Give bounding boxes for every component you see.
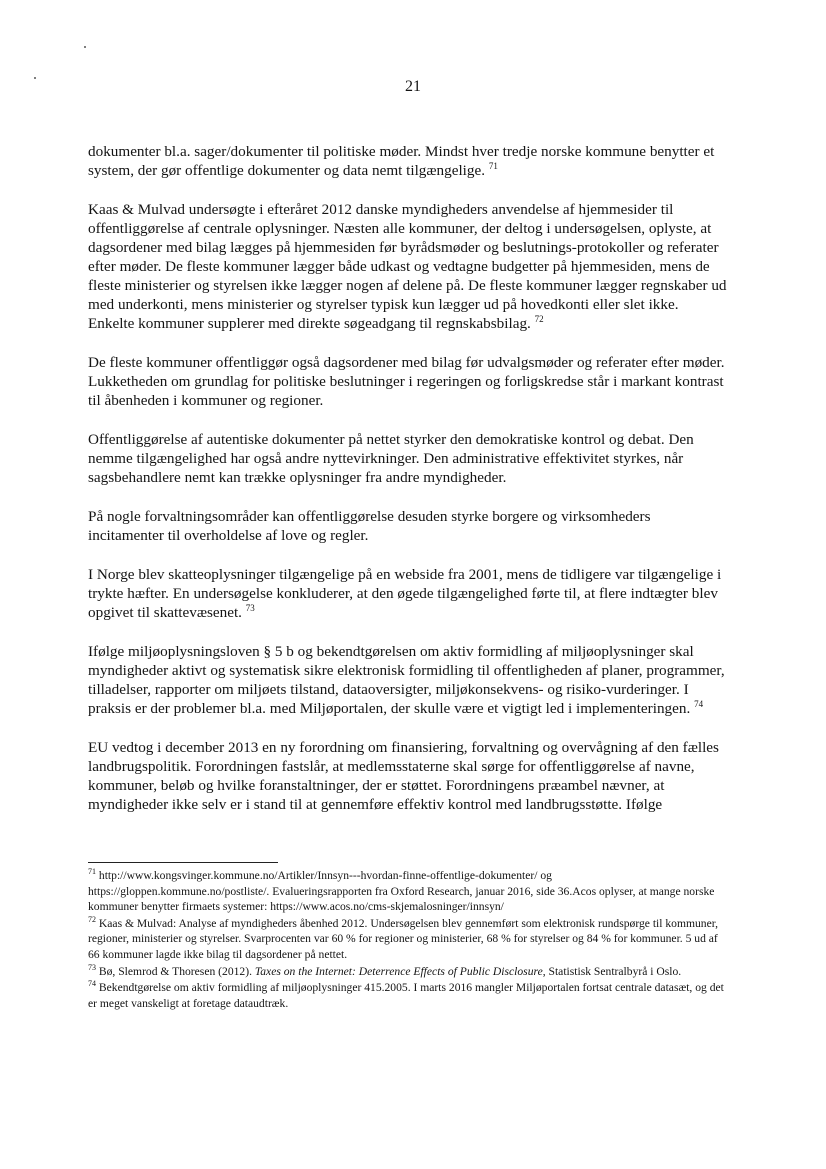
footnote: $^{72}$ Kaas & Mulvad: Analyse af myndigheders åbenhed 2012. Undersøgelsen blev gennemført som elektronisk rundspørge til kommuner, regioner, ministerier og styrelser. Svarprocenten var 60 % for regioner og ministerier, 68 % for styrelser og 84 % for kommuner. 5 ud af 66 kommuner lagde ikke bilag til dagsordener på nettet. [88, 914, 719, 961]
footnote: $^{74}$ Bekendtgørelse om aktiv formidling af miljøoplysninger 415.2005. I marts 2016 mangler Miljøportalen fortsat centrale datasæt, og det er meget vanskeligt at foretage dataudtræk. [88, 979, 724, 1010]
paragraph: Ifølge miljøoplysningsloven § 5 b og bekendtgørelsen om aktiv formidling af miljøoplysninger skal myndigheder aktivt og systematisk sikre elektronisk formidling til offentligheden af planer, programmer, tilladelser, rapporter om miljøets tilstand, dataoversigter, miljøkonsekvens- og risiko-vurderinger. I praksis er der problemer bl.a. med Miljøportalen, der skulle være et vigtigt led i implementeringen. $^{74}$ [88, 643, 725, 717]
paragraph: På nogle forvaltningsområder kan offentliggørelse desuden styrke borgere og virksomheders incitamenter til overholdelse af love og regler. [88, 508, 651, 544]
footnote-ref: 74 [694, 698, 704, 709]
paragraph: Kaas & Mulvad undersøgte i efteråret 2012 danske myndigheders anvendelse af hjemmesider til offentliggørelse af centrale oplysninger. Næsten alle kommuner, der deltog i undersøgelsen, oplyste, at dagsordener med bilag lægges på hjemmesiden før byrådsmøder og beslutnings-protokoller og referater efter møder. De fleste kommuner lægger både udkast og vedtagne budgetter på hjemmesiden, mens de fleste ministerier og styrelsen ikke lægger nogen af delene på. De fleste kommuner lægger regnskaber ud med underkonti, mens ministerier og styrelser typisk kun lægger ud på hovedkonti eller slet ikke. Enkelte kommuner supplerer med direkte søgeadgang til regnskabsbilag. $^{72}$ [88, 201, 727, 332]
footnote-ref: 71 [488, 160, 498, 171]
footnote-mark: 73 [88, 962, 96, 972]
footnote: $^{71}$ http://www.kongsvinger.kommune.no/Artikler/Innsyn---hvordan-finne-offentlige-dokumenter/ og https://gloppen.kommune.no/postliste/. Evalueringsrapporten fra Oxford Research, januar 2016, side 36.Acos oplyser, at mange norske kommuner benytter firmaets systemer: https://www.acos.no/cms-skjemalosninger/innsyn/ [88, 867, 715, 914]
footnote-mark: 71 [88, 867, 96, 877]
footnotes [88, 868, 728, 1012]
body-text [88, 142, 728, 834]
footnote: $^{73}$ Bø, Slemrod & Thoresen (2012). Taxes on the Internet: Deterrence Effects of Public Disclosure, Statistisk Sentralbyrå i Oslo. [88, 962, 682, 978]
cited-title: Taxes on the Internet: Deterrence Effects of Public Disclosure [254, 964, 543, 978]
paragraph: EU vedtog i december 2013 en ny forordning om finansiering, forvaltning og overvågning af den fælles landbrugspolitik. Forordningen fastslår, at medlemsstaterne skal sørge for offentliggørelse af navne, kommuner, beløb og hvilke foranstaltninger, der er støttet. Forordningens præambel nævner, at myndigheder ikke selv er i stand til at gennemføre effektiv kontrol med landbrugsstøtte. Ifølge [88, 739, 719, 813]
footnote-mark: 74 [88, 979, 96, 989]
paragraph: Offentliggørelse af autentiske dokumenter på nettet styrker den demokratiske kontrol og debat. Den nemme tilgængelighed har også andre nyttevirkninger. Den administrative effektivitet styrkes, når sagsbehandlere nemt kan trække oplysninger fra andre myndigheder. [88, 431, 694, 486]
paragraph: dokumenter bl.a. sager/dokumenter til politiske møder. Mindst hver tredje norske kommune benytter et system, der gør offentlige dokumenter og data nemt tilgængelige. $^{71}$ [88, 143, 715, 179]
footnote-ref: 73 [245, 602, 255, 613]
paragraph: I Norge blev skatteoplysninger tilgængelige på en webside fra 2001, mens de tidligere var tilgængelige i trykte hæfter. En undersøgelse konkluderer, at den øgede tilgængelighed førte til, at flere indtægter blev opgivet til skattevæsenet. $^{73}$ [88, 566, 722, 621]
scan-speck [84, 46, 86, 48]
footnote-mark: 72 [88, 914, 96, 924]
paragraph: De fleste kommuner offentliggør også dagsordener med bilag før udvalgsmøder og referater efter møder. Lukketheden om grundlag for politiske beslutninger i regeringen og forligskredse står i markant kontrast til åbenheden i kommuner og regioner. [88, 354, 725, 409]
footnote-separator [88, 862, 278, 863]
page-number: 21 [405, 78, 421, 95]
footnote-ref: 72 [534, 313, 544, 324]
